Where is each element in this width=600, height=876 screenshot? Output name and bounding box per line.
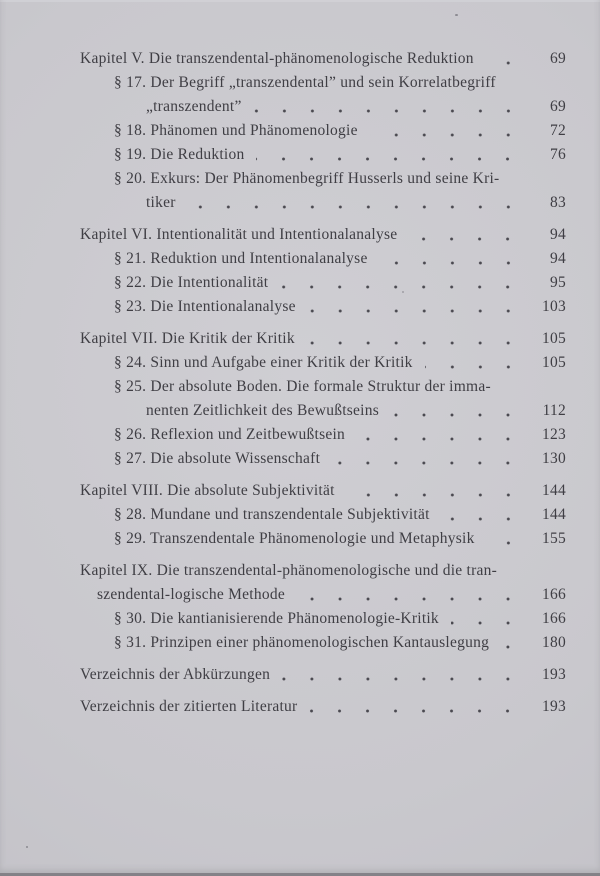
toc-row-chapter-9: [0, 559, 566, 583]
dot-leader: [188, 205, 522, 209]
toc-entry-text: § 24. Sinn und Aufgabe einer Kritik der Kritik: [114, 354, 413, 371]
dot-leader: [297, 597, 522, 601]
page-number: 130: [542, 450, 566, 467]
toc-row-section-25-cont: [0, 399, 566, 423]
page-number: 69: [550, 50, 566, 67]
page-number: 72: [550, 122, 566, 139]
toc-entry-text: nenten Zeitlichkeit des Bewußtseins: [146, 402, 380, 419]
toc-entry-text: szendental-logische Methode: [97, 586, 285, 603]
dot-leader: [409, 237, 522, 241]
toc-entry-text: Verzeichnis der Abkürzungen: [80, 666, 271, 683]
toc-row-section-27: [0, 447, 566, 471]
scan-speck: [26, 846, 28, 848]
toc-entry-text: § 31. Prinzipen einer phänomenologischen Kantauslegung: [114, 634, 490, 651]
toc-entry-text: § 29. Transzendentale Phänomenologie und Metaphysik: [114, 530, 475, 547]
toc-row-section-17-cont: [0, 95, 566, 119]
page-number: 180: [542, 634, 566, 651]
dot-leader: [332, 461, 522, 465]
dot-leader: [370, 133, 522, 137]
toc-row-section-20-cont: [0, 191, 566, 215]
dot-leader: [282, 677, 522, 681]
page-number: 155: [542, 530, 566, 547]
toc-entry-text: § 23. Die Intentionalanalyse: [114, 298, 296, 315]
toc-row-chapter-7: [0, 327, 566, 351]
page-number: 105: [542, 354, 566, 371]
toc-entry-text: § 20. Exkurs: Der Phänomenbegriff Husserls und seine Kri-: [114, 170, 500, 187]
page-number: 123: [542, 426, 566, 443]
page-number: 94: [550, 226, 566, 243]
page-number: 103: [542, 298, 566, 315]
toc-row-section-29: [0, 527, 566, 551]
dot-leader: [308, 309, 522, 313]
page-number: 112: [542, 402, 566, 419]
toc-row-section-22: [0, 271, 566, 295]
toc-entry-text: § 25. Der absolute Boden. Die formale Struktur der imma-: [114, 378, 491, 395]
toc-entry-text: Kapitel V. Die transzendental-phänomenologische Reduktion: [80, 50, 474, 67]
toc-row-literature: [0, 695, 566, 719]
toc-row-chapter-8: [0, 479, 566, 503]
toc-row-abbreviations: [0, 663, 566, 687]
toc-row-section-19: [0, 143, 566, 167]
dot-leader: [254, 109, 522, 113]
toc-entry-text: Kapitel IX. Die transzendental-phänomenologische und die tran-: [80, 562, 498, 579]
page-number: 144: [542, 506, 566, 523]
toc-entry-text: § 18. Phänomen und Phänomenologie: [114, 122, 358, 139]
toc-row-chapter-5: [0, 47, 566, 71]
toc-entry-text: tiker: [146, 194, 176, 211]
dot-leader: [451, 621, 522, 625]
toc-row-section-30: [0, 607, 566, 631]
toc-entry-text: § 30. Die kantianisierende Phänomenologie-Kritik: [114, 610, 439, 627]
dot-leader: [486, 61, 522, 65]
dot-leader: [256, 157, 522, 161]
toc-entry-text: § 19. Die Reduktion: [114, 146, 245, 163]
toc-entry-text: § 22. Die Intentionalität: [114, 274, 269, 291]
page-number: 193: [542, 698, 566, 715]
page-number: 105: [542, 330, 566, 347]
toc-entry-text: Kapitel VI. Intentionalität und Intentionalanalyse: [80, 226, 398, 243]
page-number: 166: [542, 586, 566, 603]
toc-entry-text: § 21. Reduktion und Intentionalanalyse: [114, 250, 368, 267]
toc-row-section-25: [0, 375, 566, 399]
dot-leader: [487, 541, 522, 545]
dot-leader: [309, 709, 522, 713]
page-number: 166: [542, 610, 566, 627]
dot-leader: [391, 413, 522, 417]
page-number: 83: [550, 194, 566, 211]
toc-row-section-28: [0, 503, 566, 527]
toc-entry-text: § 26. Reflexion und Zeitbewußtsein: [114, 426, 346, 443]
toc-entry-text: Kapitel VIII. Die absolute Subjektivität: [80, 482, 335, 499]
toc-row-section-26: [0, 423, 566, 447]
dot-leader: [357, 437, 522, 441]
page-number: 69: [550, 98, 566, 115]
dot-leader: [425, 365, 522, 369]
toc-row-section-31: [0, 631, 566, 655]
toc-entry-text: Verzeichnis der zitierten Literatur: [80, 698, 298, 715]
toc-row-section-20: [0, 167, 566, 191]
toc-entry-text: § 27. Die absolute Wissenschaft: [114, 450, 321, 467]
toc-row-chapter-9-cont: [0, 583, 566, 607]
page-number: 76: [550, 146, 566, 163]
toc-row-section-23: [0, 295, 566, 319]
toc-row-section-17: [0, 71, 566, 95]
toc-row-section-18: [0, 119, 566, 143]
toc-entry-text: § 28. Mundane und transzendentale Subjektivität: [114, 506, 430, 523]
dot-leader: [307, 341, 522, 345]
dot-leader: [280, 285, 522, 289]
page-number: 94: [550, 250, 566, 267]
dot-leader: [347, 493, 522, 497]
toc-row-section-21: [0, 247, 566, 271]
toc-entry-text: Kapitel VII. Die Kritik der Kritik: [80, 330, 295, 347]
dot-leader: [380, 261, 522, 265]
page-number: 193: [542, 666, 566, 683]
dot-leader: [442, 517, 522, 521]
page-number: 144: [542, 482, 566, 499]
toc-entry-text: § 17. Der Begriff „transzendental” und sein Korrelatbegriff: [114, 74, 496, 91]
toc-entry-text: „transzendent”: [146, 98, 242, 115]
toc-row-chapter-6: [0, 223, 566, 247]
dot-leader: [501, 645, 522, 649]
toc-row-section-24: [0, 351, 566, 375]
page-number: 95: [550, 274, 566, 291]
